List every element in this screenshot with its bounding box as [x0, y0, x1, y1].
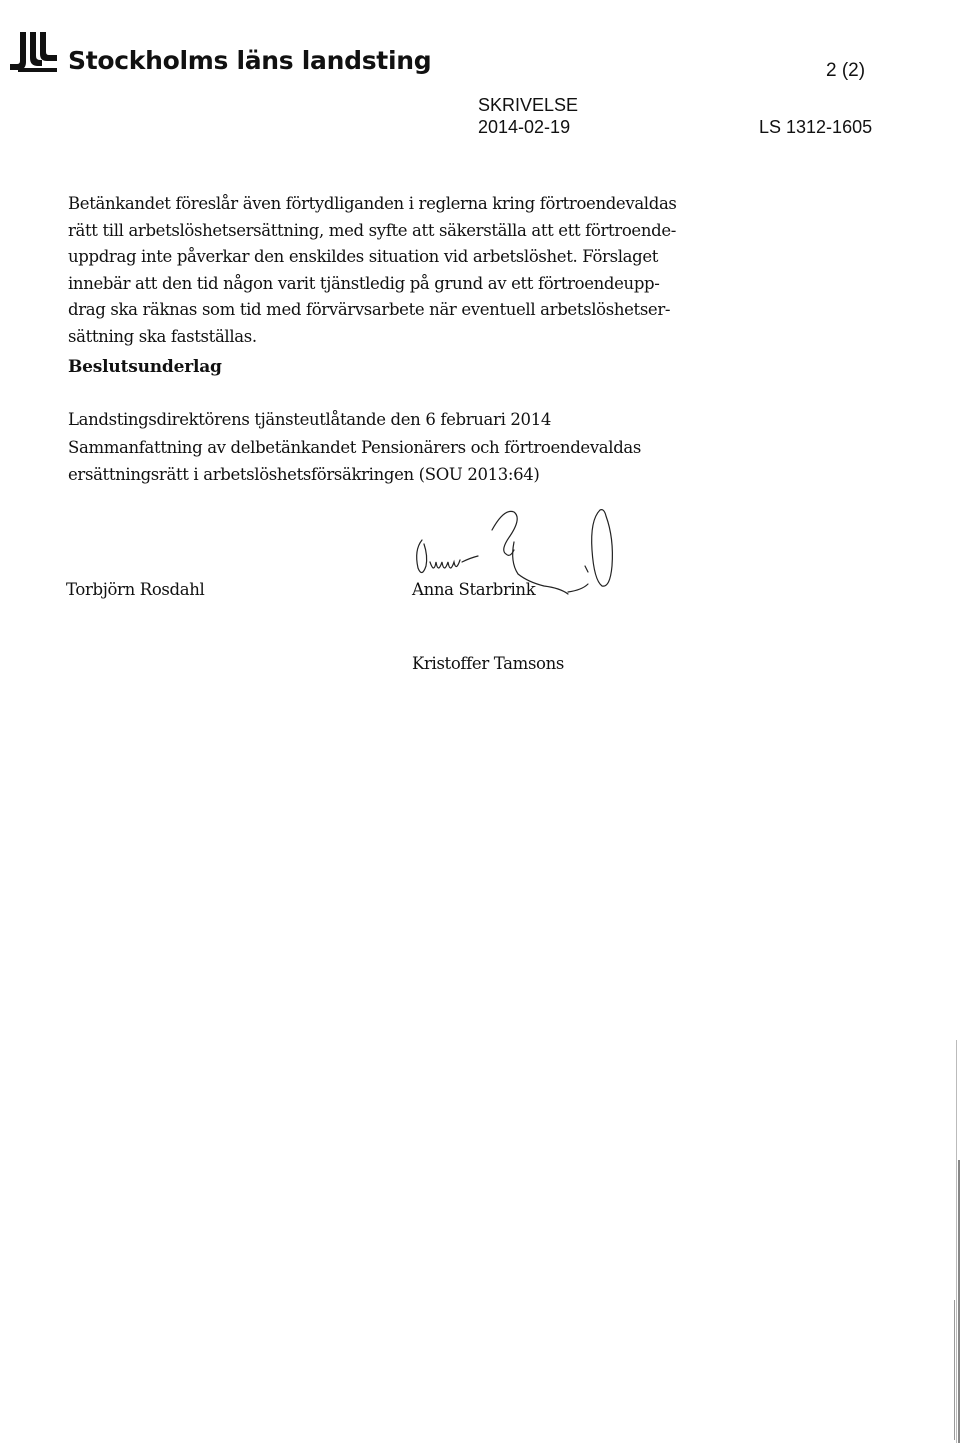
paragraph-line: drag ska räknas som tid med förvärvsarbete när eventuell arbetslöshetser-: [68, 300, 671, 319]
section-heading: Beslutsunderlag: [68, 357, 222, 377]
paragraph-line: rätt till arbetslöshetsersättning, med syfte att säkerställa att ett förtroende-: [68, 220, 676, 240]
signer-name: Torbjörn Rosdahl: [66, 580, 205, 599]
reference-item: Sammanfattning av delbetänkandet Pensionärers och förtroendevaldas: [68, 437, 642, 457]
document-date: 2014-02-19: [478, 117, 571, 137]
paragraph-line: sättning ska fastställas.: [68, 326, 257, 346]
paragraph-line: innebär att den tid någon varit tjänstledig på grund av ett förtroendeupp-: [68, 273, 660, 293]
signer-name: Kristoffer Tamsons: [412, 654, 565, 673]
reference-list: [68, 406, 768, 489]
scan-edge-artifact: [938, 1040, 960, 1443]
handwritten-signature: [400, 500, 640, 610]
document-type: SKRIVELSE: [478, 95, 579, 115]
sll-logo-icon: [8, 30, 58, 74]
reference-item: Landstingsdirektörens tjänsteutlåtande den 6 februari 2014: [68, 410, 551, 429]
page-number: 2 (2): [826, 60, 866, 81]
paragraph-line: Betänkandet föreslår även förtydliganden i reglerna kring förtroendevaldas: [68, 194, 677, 213]
paragraph-line: uppdrag inte påverkar den enskildes situation vid arbetslöshet. Förslaget: [68, 247, 659, 266]
document-reference: LS 1312-1605: [759, 117, 873, 137]
reference-item: ersättningsrätt i arbetslöshetsförsäkringen (SOU 2013:64): [68, 465, 540, 484]
body-paragraph: [68, 191, 728, 350]
organization-name: Stockholms läns landsting: [68, 46, 432, 75]
signer-name: Anna Starbrink: [412, 580, 536, 599]
